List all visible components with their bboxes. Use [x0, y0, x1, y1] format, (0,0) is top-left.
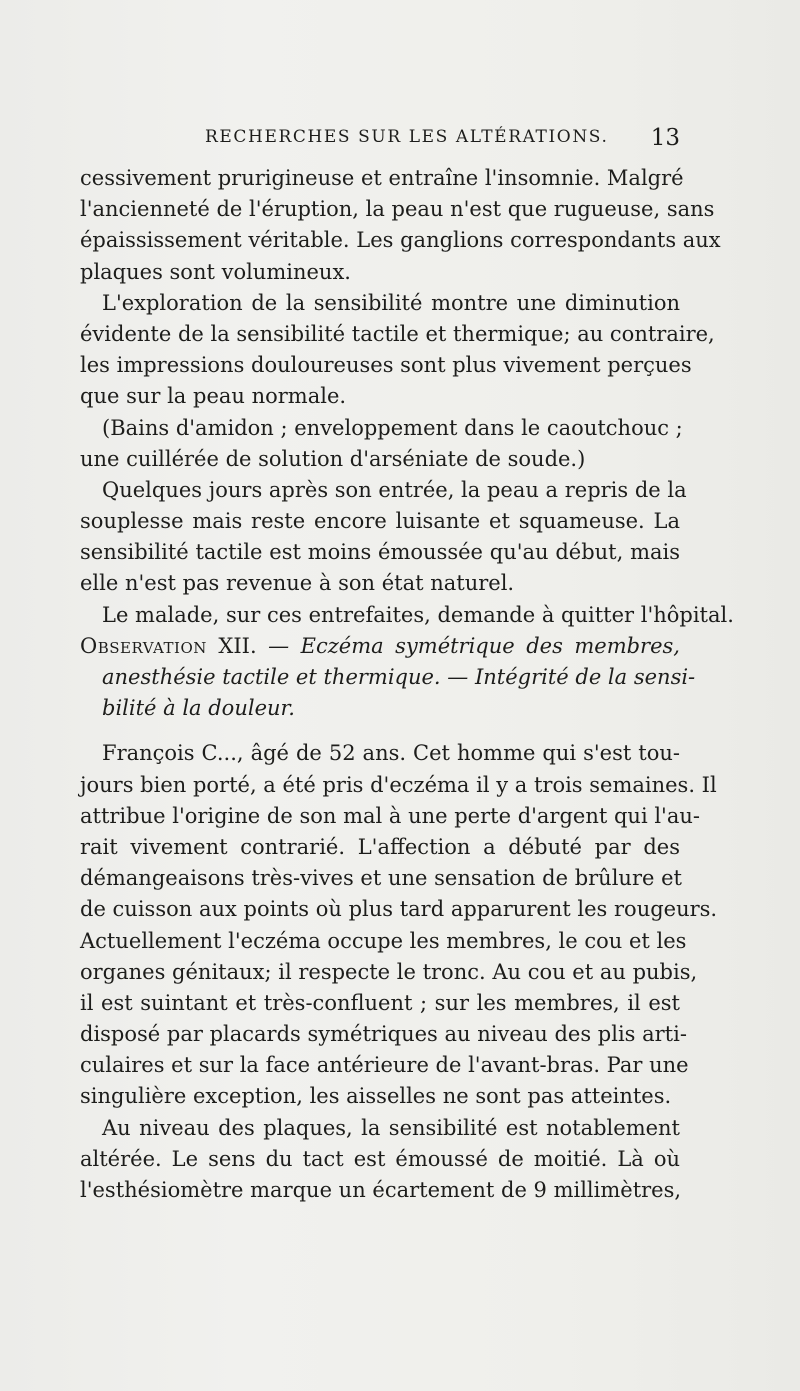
text-line: démangeaisons très-vives et une sensation de brûlure et [80, 866, 682, 891]
observation-title-line: bilité à la douleur. [102, 696, 295, 721]
text-line: jours bien porté, a été pris d'eczéma il y a trois semaines. Il [80, 772, 717, 797]
text-line: que sur la peau normale. [80, 384, 347, 409]
text-line: cessivement prurigineuse et entraîne l'insomnie. Malgré [80, 166, 684, 190]
text-line: une cuillérée de solution d'arséniate de soude.) [80, 446, 586, 471]
text-line: Au niveau des plaques, la sensibilité est notablement [102, 1115, 680, 1140]
observation-heading [80, 631, 680, 662]
text-line: plaques sont volumineux. [80, 259, 351, 284]
text-line: attribue l'origine de son mal à une perte d'argent qui l'au- [80, 803, 700, 828]
text-line: l'ancienneté de l'éruption, la peau n'est que rugueuse, sans [80, 197, 715, 222]
text-line: altérée. Le sens du tact est émoussé de moitié. Là où [80, 1146, 680, 1171]
text-line: rait vivement contrarié. L'affection a débuté par des [80, 834, 680, 859]
body-text [80, 163, 734, 1206]
observation-title: — Eczéma symétrique des membres, [268, 633, 680, 658]
section-gap [80, 724, 680, 738]
text-line: culaires et sur la face antérieure de l'avant-bras. Par une [80, 1053, 689, 1078]
observation-number: XII. [218, 633, 257, 658]
text-line: Actuellement l'eczéma occupe les membres, le cou et les [80, 928, 687, 953]
page-number: 13 [650, 125, 680, 151]
text-line: (Bains d'amidon ; enveloppement dans le caoutchouc ; [102, 415, 683, 440]
text-line: évidente de la sensibilité tactile et thermique; au contraire, [80, 321, 715, 346]
text-line: sensibilité tactile est moins émoussée qu'au début, mais [80, 540, 680, 565]
text-line: l'esthésiomètre marque un écartement de 9 millimètres, [80, 1178, 682, 1202]
text-line: il est suintant et très-confluent ; sur les membres, il est [80, 990, 680, 1015]
running-title: RECHERCHES SUR LES ALTÉRATIONS. [205, 127, 609, 147]
text-line: François C..., âgé de 52 ans. Cet homme qui s'est tou- [102, 741, 680, 766]
text-line: les impressions douloureuses sont plus vivement perçues [80, 353, 692, 378]
text-line: disposé par placards symétriques au niveau des plis arti- [80, 1022, 687, 1047]
observation-title-line: anesthésie tactile et thermique. — Intégrité de la sensi- [102, 665, 696, 689]
text-line: organes génitaux; il respecte le tronc. Au cou et au pubis, [80, 959, 698, 984]
text-line: Le malade, sur ces entrefaites, demande à quitter l'hôpital. [102, 602, 734, 627]
text-line: L'exploration de la sensibilité montre une diminution [102, 290, 680, 315]
running-head [80, 127, 680, 157]
text-line: de cuisson aux points où plus tard apparurent les rougeurs. [80, 897, 718, 922]
observation-label: Observation [80, 633, 207, 658]
text-line: elle n'est pas revenue à son état naturel. [80, 571, 515, 596]
text-line: souplesse mais reste encore luisante et squameuse. La [80, 509, 680, 534]
text-line: singulière exception, les aisselles ne sont pas atteintes. [80, 1084, 672, 1109]
text-line: épaississement véritable. Les ganglions correspondants aux [80, 228, 721, 253]
text-line: Quelques jours après son entrée, la peau a repris de la [102, 477, 687, 502]
